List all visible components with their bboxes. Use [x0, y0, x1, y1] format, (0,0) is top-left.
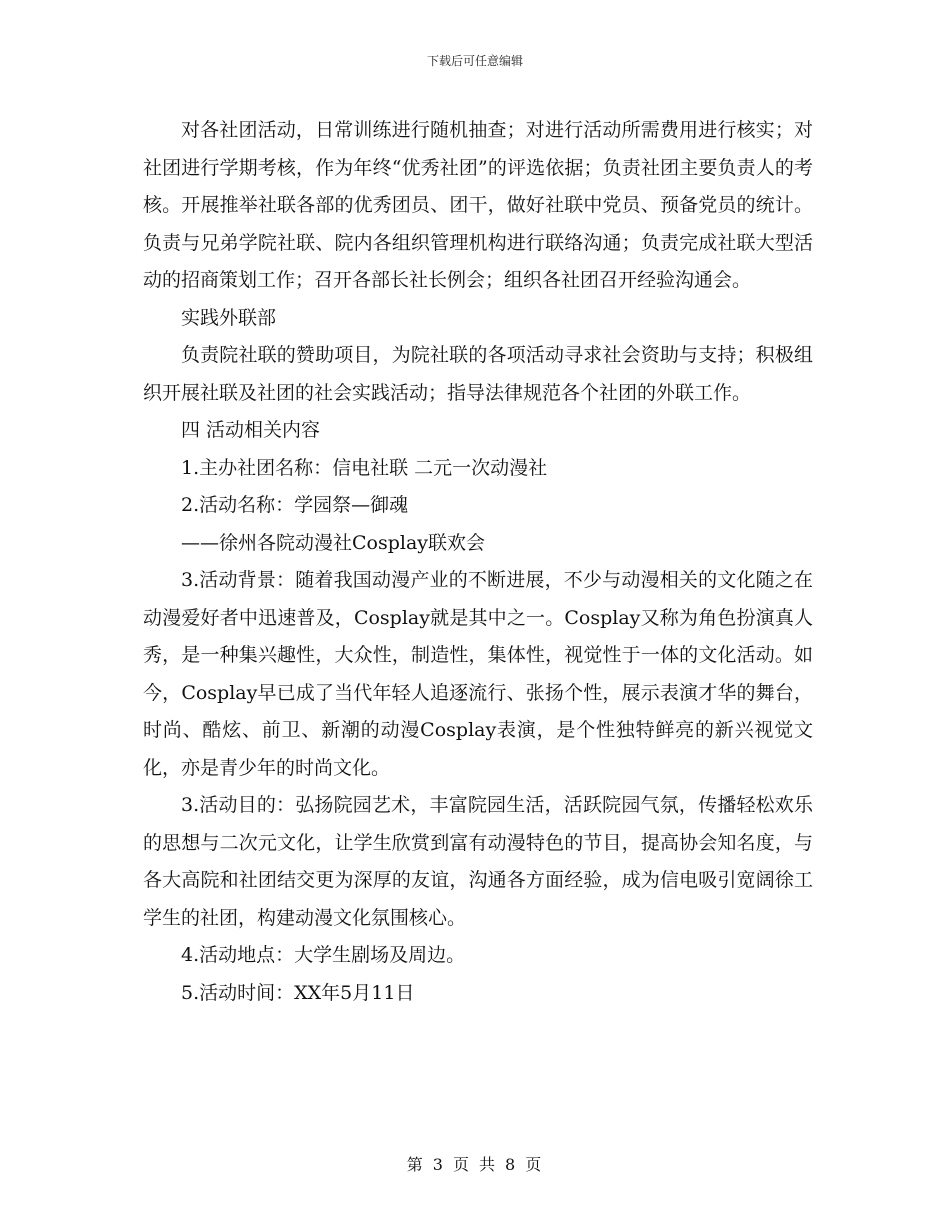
page-footer	[0, 1152, 950, 1175]
current-page-number: 3	[432, 1155, 445, 1174]
total-pages-number: 8	[505, 1155, 518, 1174]
item-location: 4.活动地点：大学生剧场及周边。	[181, 944, 466, 966]
section-heading-activity: 四 活动相关内容	[181, 419, 321, 441]
item-activity-name: 2.活动名称：学园祭—御魂	[181, 494, 409, 516]
footer-total-prefix: 共	[479, 1155, 498, 1174]
paragraph-duties: 对各社团活动，日常训练进行随机抽查；对进行活动所需费用进行核实；对社团进行学期考核，作为年终“优秀社团”的评选依据；负责社团主要负责人的考核。开展推举社联各部的优秀团员、团干，做好社联中党员、预备党员的统计。负责与兄弟学院社联、院内各组织管理机构进行联络沟通；负责完成社联大型活动的招商策划工作；召开各部长社长例会；组织各社团召开经验沟通会。	[143, 119, 813, 291]
item-organizer: 1.主办社团名称：信电社联 二元一次动漫社	[181, 456, 548, 479]
paragraph-practice-liaison: 负责院社联的赞助项目，为院社联的各项活动寻求社会资助与支持；积极组织开展社联及社团的社会实践活动；指导法律规范各个社团的外联工作。	[143, 344, 813, 404]
footer-total-unit: 页	[525, 1155, 544, 1174]
section-heading-practice-liaison: 实践外联部	[181, 306, 277, 329]
footer-prefix: 第	[406, 1155, 425, 1174]
footer-page-unit: 页	[452, 1155, 471, 1174]
document-body	[143, 112, 813, 1012]
page-header: 下载后可任意编辑	[426, 54, 523, 68]
item-time: 5.活动时间：XX年5月11日	[181, 981, 415, 1004]
item-activity-subtitle: ——徐州各院动漫社Cosplay联欢会	[181, 531, 486, 554]
item-background: 3.活动背景：随着我国动漫产业的不断进展，不少与动漫相关的文化随之在动漫爱好者中迅速普及，Cosplay就是其中之一。Cosplay又称为角色扮演真人秀，是一种集兴趣性，大众性，制造性，集体性，视觉性于一体的文化活动。如今，Cosplay早已成了当代年轻人追逐流行、张扬个性，展示表演才华的舞台，时尚、酷炫、前卫、新潮的动漫Cosplay表演，是个性独特鲜亮的新兴视觉文化，亦是青少年的时尚文化。	[143, 569, 813, 779]
item-purpose: 3.活动目的：弘扬院园艺术，丰富院园生活，活跃院园气氛，传播轻松欢乐的思想与二次元文化，让学生欣赏到富有动漫特色的节目，提高协会知名度，与各大高院和社团结交更为深厚的友谊，沟通各方面经验，成为信电吸引宽阔徐工学生的社团，构建动漫文化氛围核心。	[143, 794, 813, 929]
